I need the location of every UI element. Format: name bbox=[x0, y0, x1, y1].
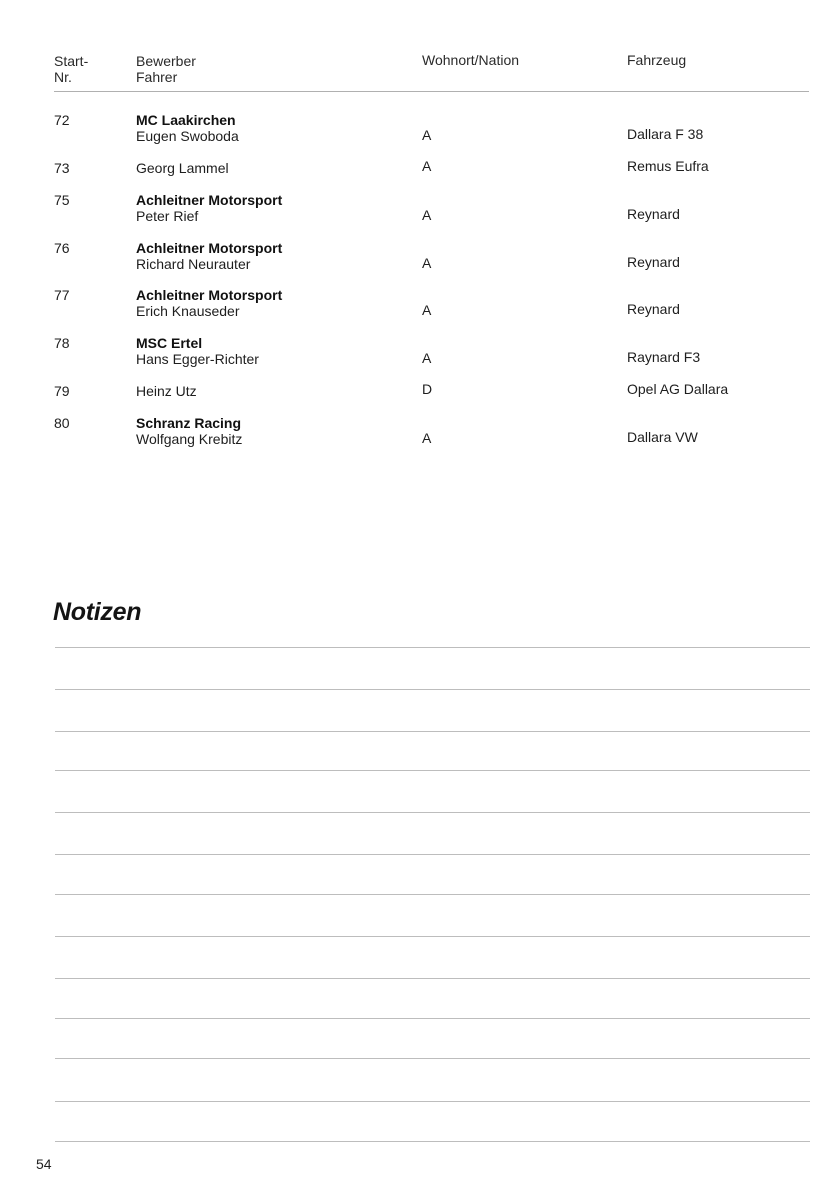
entry-start-number: 72 bbox=[54, 112, 70, 128]
entry-entrant: Achleitner Motorsport bbox=[136, 192, 283, 208]
header-start-nr bbox=[54, 53, 88, 85]
entry-vehicle: Dallara F 38 bbox=[627, 126, 704, 142]
entry-nation: A bbox=[422, 127, 432, 143]
page-number: 54 bbox=[36, 1156, 52, 1172]
header-wohnort-nation: Wohnort/Nation bbox=[422, 52, 520, 68]
entry-nation: A bbox=[422, 207, 432, 223]
entry-driver: Erich Knauseder bbox=[136, 303, 240, 319]
entry-vehicle: Raynard F3 bbox=[627, 349, 701, 365]
note-line bbox=[55, 689, 810, 690]
entry-nation: A bbox=[422, 158, 432, 174]
note-line bbox=[55, 1141, 810, 1142]
entry-nation: A bbox=[422, 255, 432, 271]
header-start-nr-line1: Start- bbox=[54, 53, 89, 69]
header-bewerber-fahrer bbox=[136, 53, 196, 85]
entry-start-number: 75 bbox=[54, 192, 70, 208]
entry-entrant: MSC Ertel bbox=[136, 335, 203, 351]
entry-vehicle: Opel AG Dallara bbox=[627, 381, 729, 397]
note-line bbox=[55, 978, 810, 979]
entry-start-number: 80 bbox=[54, 415, 70, 431]
entry-driver: Eugen Swoboda bbox=[136, 128, 239, 144]
entry-driver: Hans Egger-Richter bbox=[136, 351, 259, 367]
note-line bbox=[55, 770, 810, 771]
entry-start-number: 73 bbox=[54, 160, 70, 176]
entry-start-number: 77 bbox=[54, 287, 70, 303]
note-line bbox=[55, 936, 810, 937]
entry-vehicle: Dallara VW bbox=[627, 429, 698, 445]
entry-nation: D bbox=[422, 381, 433, 397]
entry-start-number: 78 bbox=[54, 335, 70, 351]
entry-driver: Wolfgang Krebitz bbox=[136, 431, 243, 447]
note-line bbox=[55, 1101, 810, 1102]
entry-start-number: 79 bbox=[54, 383, 70, 399]
header-divider bbox=[54, 91, 809, 92]
entry-entrant: MC Laakirchen bbox=[136, 112, 236, 128]
entry-driver: Georg Lammel bbox=[136, 160, 229, 176]
header-start-nr-line2: Nr. bbox=[54, 69, 72, 85]
notes-title: Notizen bbox=[53, 598, 142, 626]
entry-vehicle: Remus Eufra bbox=[627, 158, 709, 174]
entry-nation: A bbox=[422, 302, 432, 318]
entry-driver: Peter Rief bbox=[136, 208, 199, 224]
note-line bbox=[55, 647, 810, 648]
note-line bbox=[55, 1018, 810, 1019]
entry-entrant: Schranz Racing bbox=[136, 415, 242, 431]
entry-driver: Heinz Utz bbox=[136, 383, 197, 399]
entry-nation: A bbox=[422, 430, 432, 446]
entry-nation: A bbox=[422, 350, 432, 366]
note-line bbox=[55, 731, 810, 732]
entry-vehicle: Reynard bbox=[627, 254, 680, 270]
entry-entrant: Achleitner Motorsport bbox=[136, 287, 283, 303]
entry-driver: Richard Neurauter bbox=[136, 256, 251, 272]
note-line bbox=[55, 812, 810, 813]
header-bewerber: Bewerber bbox=[136, 53, 196, 69]
entry-entrant: Achleitner Motorsport bbox=[136, 240, 283, 256]
header-fahrzeug: Fahrzeug bbox=[627, 52, 687, 68]
header-fahrer: Fahrer bbox=[136, 69, 178, 85]
entry-start-number: 76 bbox=[54, 240, 70, 256]
note-line bbox=[55, 894, 810, 895]
note-line bbox=[55, 854, 810, 855]
note-line bbox=[55, 1058, 810, 1059]
entry-vehicle: Reynard bbox=[627, 301, 680, 317]
entry-vehicle: Reynard bbox=[627, 206, 680, 222]
